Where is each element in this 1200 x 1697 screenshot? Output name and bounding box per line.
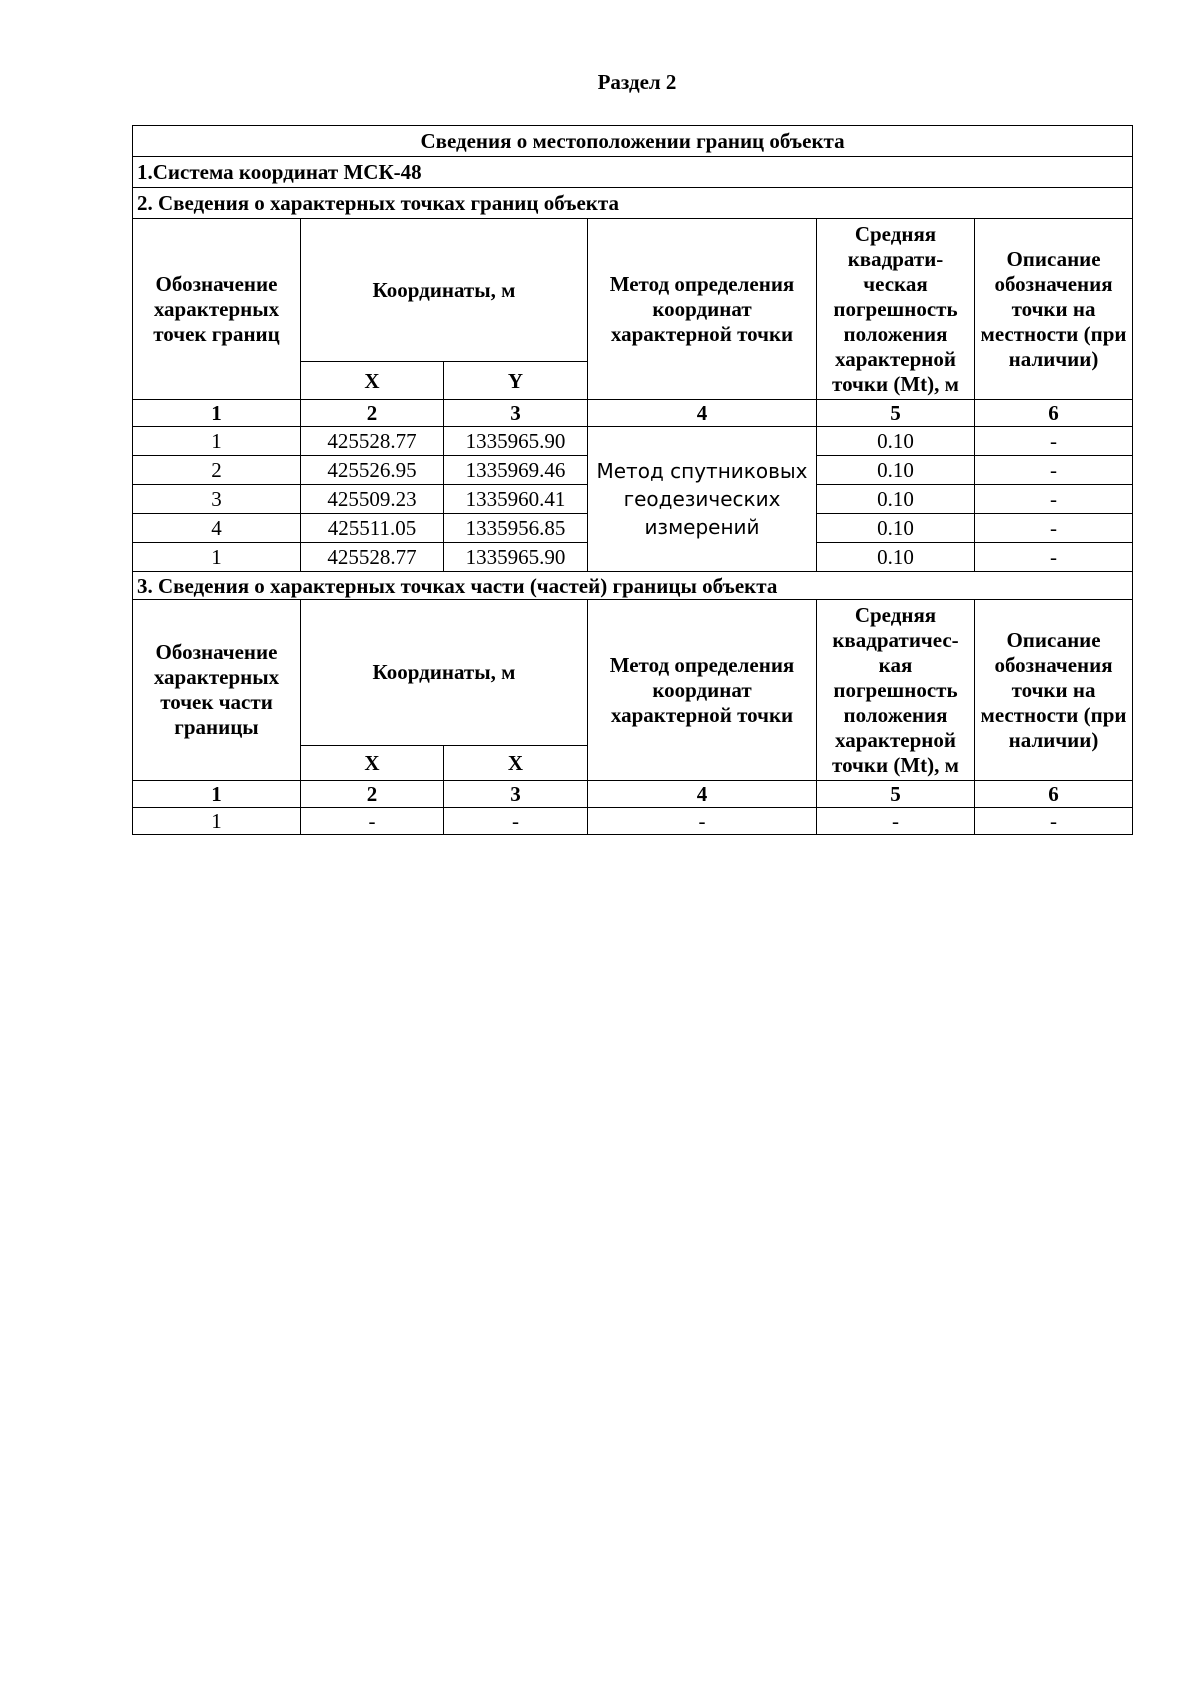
s2-col-number: 1 (133, 400, 301, 427)
table-row (133, 808, 1133, 835)
section2-title: 2. Сведения о характерных точках границ объекта (133, 188, 1133, 219)
s2-header-description: Описание обозначения точки на местности (при наличии) (975, 219, 1133, 400)
s3-col-number: 5 (817, 781, 975, 808)
mean-error: 0.10 (817, 543, 975, 572)
s3-header-x-second: X (444, 746, 588, 781)
s2-header-y: Y (444, 362, 588, 400)
point-id: 1 (133, 427, 301, 456)
point-id: 2 (133, 456, 301, 485)
coord-y: 1335969.46 (444, 456, 588, 485)
s2-header-method: Метод определения координат характерной точки (588, 219, 817, 400)
point-description: - (975, 485, 1133, 514)
point-description: - (975, 427, 1133, 456)
s2-header-point-designation: Обозначение характерных точек границ (133, 219, 301, 400)
s2-col-number: 3 (444, 400, 588, 427)
mean-error: 0.10 (817, 427, 975, 456)
table-row (133, 427, 1133, 456)
mean-error: - (817, 808, 975, 835)
point-id: 1 (133, 808, 301, 835)
s2-header-x: X (301, 362, 444, 400)
coord-y: 1335965.90 (444, 543, 588, 572)
s2-col-number: 4 (588, 400, 817, 427)
s3-col-number: 3 (444, 781, 588, 808)
s3-col-number: 6 (975, 781, 1133, 808)
mean-error: 0.10 (817, 514, 975, 543)
mean-error: 0.10 (817, 485, 975, 514)
s2-header-coordinates: Координаты, м (301, 219, 588, 362)
mean-error: 0.10 (817, 456, 975, 485)
measurement-method: - (588, 808, 817, 835)
coord-y: 1335960.41 (444, 485, 588, 514)
s2-col-number: 6 (975, 400, 1133, 427)
coord-x: 425526.95 (301, 456, 444, 485)
coord-x: 425511.05 (301, 514, 444, 543)
s2-col-number: 5 (817, 400, 975, 427)
coord-y: 1335956.85 (444, 514, 588, 543)
measurement-method: Метод спутниковых геодезических измерений (588, 427, 817, 572)
s3-header-description: Описание обозначения точки на местности (при наличии) (975, 600, 1133, 781)
point-description: - (975, 543, 1133, 572)
s3-header-x: X (301, 746, 444, 781)
coord-x: 425528.77 (301, 427, 444, 456)
s3-col-number: 1 (133, 781, 301, 808)
coord-y: 1335965.90 (444, 427, 588, 456)
coord-y: - (444, 808, 588, 835)
s3-header-point-designation: Обозначение характерных точек части границы (133, 600, 301, 781)
table-title: Сведения о местоположении границ объекта (133, 126, 1133, 157)
s3-header-method: Метод определения координат характерной точки (588, 600, 817, 781)
point-id: 3 (133, 485, 301, 514)
coord-x: 425509.23 (301, 485, 444, 514)
page-heading: Раздел 2 (597, 70, 677, 94)
s3-header-mean-error: Средняя квадратичес-кая погрешность положения характерной точки (Mt), м (817, 600, 975, 781)
section3-title: 3. Сведения о характерных точках части (частей) границы объекта (133, 572, 1133, 600)
coordinate-system-row: 1.Система координат МСК-48 (133, 157, 1133, 188)
coord-x: 425528.77 (301, 543, 444, 572)
s2-header-mean-error: Средняя квадрати-ческая погрешность положения характерной точки (Mt), м (817, 219, 975, 400)
s3-col-number: 2 (301, 781, 444, 808)
point-id: 4 (133, 514, 301, 543)
s3-col-number: 4 (588, 781, 817, 808)
s3-header-coordinates: Координаты, м (301, 600, 588, 746)
s2-col-number: 2 (301, 400, 444, 427)
point-description: - (975, 514, 1133, 543)
boundary-table (132, 125, 1133, 835)
coord-x: - (301, 808, 444, 835)
point-id: 1 (133, 543, 301, 572)
point-description: - (975, 456, 1133, 485)
point-description: - (975, 808, 1133, 835)
